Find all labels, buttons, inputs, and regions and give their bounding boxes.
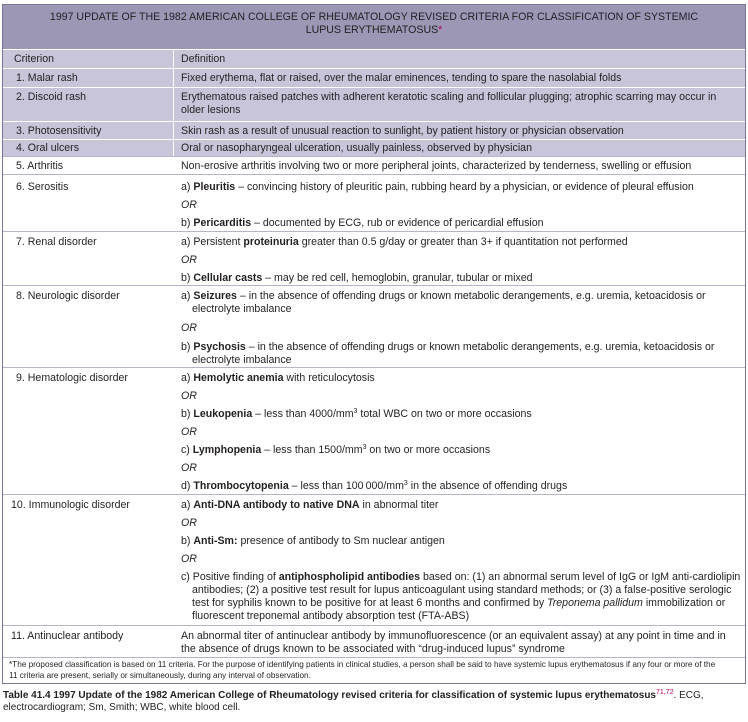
- criterion-cell: 11. Antinuclear antibody: [11, 630, 124, 642]
- item-text: – less than 1500/mm: [261, 444, 363, 456]
- or-separator: OR: [181, 254, 197, 266]
- item-prefix: b): [181, 272, 194, 284]
- criterion-cell: 6. Serositis: [16, 181, 69, 193]
- item-prefix: a) Persistent: [181, 236, 244, 248]
- table-row: [3, 625, 745, 657]
- definition-line: older lesions: [181, 104, 241, 116]
- table-row: [3, 87, 745, 121]
- table-row: [3, 285, 745, 367]
- definition-cell: Non-erosive arthritis involving two or more peripheral joints, characterized by tenderness, swelling or effusion: [181, 160, 692, 172]
- item-term: Hemolytic anemia: [193, 372, 284, 384]
- or-separator: OR: [181, 322, 197, 334]
- criterion-cell: 8. Neurologic disorder: [16, 290, 120, 302]
- criterion-cell: 4. Oral ulcers: [16, 142, 79, 154]
- item-term: Anti-DNA antibody to native DNA: [193, 499, 360, 511]
- definition-line: [181, 571, 740, 584]
- table-title-line2: LUPUS ERYTHEMATOSUS: [305, 24, 439, 36]
- definition-line: An abnormal titer of antinuclear antibody by immunofluorescence (or an equivalent assay) at any point in time and in: [181, 630, 726, 642]
- definition-cell: Skin rash as a result of unusual reaction to sunlight, by patient history or physician observation: [181, 125, 624, 137]
- superscript: 3: [353, 408, 358, 415]
- item-prefix: d): [181, 480, 194, 492]
- item-prefix: b): [181, 535, 194, 547]
- item-text: – convincing history of pleuritic pain, rubbing heard by a physician, or evidence of pleural effusion: [235, 181, 694, 193]
- item-prefix: a): [181, 372, 194, 384]
- table-row: [3, 68, 745, 87]
- item-text: total WBC on two or more occasions: [357, 408, 532, 420]
- criterion-cell: 7. Renal disorder: [16, 236, 97, 248]
- definition-line: [181, 372, 375, 385]
- item-prefix: c) Positive finding of: [181, 571, 279, 583]
- definition-line: [181, 236, 628, 249]
- definition-line: [181, 341, 714, 354]
- criterion-cell: 5. Arthritis: [16, 160, 64, 172]
- caption-text: electrocardiogram; Sm, Smith; WBC, white blood cell.: [3, 702, 241, 713]
- or-separator: OR: [181, 426, 197, 438]
- table-footnote: [3, 657, 745, 683]
- definition-line: [181, 272, 533, 285]
- criterion-cell: 10. Immunologic disorder: [11, 499, 130, 511]
- item-text: immobilization or: [642, 597, 726, 609]
- definition-line: the absence of drugs known to be associated with “drug-induced lupus” syndrome: [181, 643, 565, 655]
- or-separator: OR: [181, 553, 197, 565]
- or-separator: OR: [181, 199, 197, 211]
- superscript: 3: [362, 444, 367, 451]
- item-prefix: a): [181, 499, 194, 511]
- definition-cell: Fixed erythema, flat or raised, over the malar eminences, tending to spare the nasolabial folds: [181, 72, 622, 84]
- or-separator: OR: [181, 390, 197, 402]
- item-term: Psychosis: [193, 341, 246, 353]
- item-term: Anti-Sm:: [193, 535, 238, 547]
- item-prefix: b): [181, 217, 194, 229]
- item-text: in abnormal titer: [359, 499, 439, 511]
- item-term: antiphospholipid antibodies: [278, 571, 420, 583]
- item-term: Pleuritis: [193, 181, 236, 193]
- item-text: – documented by ECG, rub or evidence of pericardial effusion: [251, 217, 544, 229]
- table-title: [3, 5, 745, 49]
- table-row: [3, 156, 745, 174]
- item-term: Cellular casts: [193, 272, 263, 284]
- table-row: [3, 494, 745, 625]
- item-term: Seizures: [193, 290, 237, 302]
- definition-cell: [181, 630, 726, 656]
- definition-line: fluorescent treponemal antibody absorption test (FTA-ABS): [192, 610, 470, 622]
- criterion-cell: 1. Malar rash: [16, 72, 78, 84]
- item-term: Leukopenia: [193, 408, 253, 420]
- footnote-line: *The proposed classification is based on 11 criteria. For the purpose of identifying patients in clinical studies, a person shall be said to have systemic lupus erythematosus if any four or more of the: [9, 660, 716, 669]
- item-prefix: a): [181, 290, 194, 302]
- definition-line: electrolyte imbalance: [192, 354, 292, 366]
- table-row: [3, 231, 745, 285]
- definition-line: electrolyte imbalance: [192, 303, 292, 315]
- organism-name: Treponema pallidum: [547, 597, 643, 609]
- table-header-row: [3, 49, 745, 68]
- item-text: on two or more occasions: [366, 444, 491, 456]
- caption-title: Table 41.4 1997 Update of the 1982 American College of Rheumatology revised criteria for classification of systemic lupus erythematosus: [3, 690, 656, 701]
- table-row: [3, 367, 745, 494]
- definition-cell: [181, 91, 726, 117]
- definition-line: [181, 499, 438, 512]
- or-separator: OR: [181, 517, 197, 529]
- definition-line: [181, 535, 445, 548]
- definition-line: [181, 480, 567, 493]
- item-prefix: b): [181, 341, 194, 353]
- item-text: – less than 100 000/mm: [288, 480, 404, 492]
- definition-cell: Oral or nasopharyngeal ulceration, usually painless, observed by physician: [181, 142, 532, 154]
- definition-line: [181, 444, 490, 457]
- item-term: Pericarditis: [193, 217, 252, 229]
- caption-text: . ECG,: [673, 690, 704, 701]
- table-title-line1: 1997 UPDATE OF THE 1982 AMERICAN COLLEGE OF RHEUMATOLOGY REVISED CRITERIA FOR CLASSIFICATION OF SYSTEMIC: [49, 11, 699, 23]
- item-text: – less than 4000/mm: [252, 408, 354, 420]
- definition-line: [181, 290, 706, 303]
- superscript: 3: [403, 480, 408, 487]
- item-prefix: b): [181, 408, 194, 420]
- item-text: with reticulocytosis: [283, 372, 375, 384]
- item-term: Thrombocytopenia: [193, 480, 289, 492]
- item-term: Lymphopenia: [192, 444, 262, 456]
- definition-line: Erythematous raised patches with adherent keratotic scaling and follicular plugging; atrophic scarring may occur in: [181, 91, 717, 103]
- table-row: [3, 174, 745, 231]
- item-prefix: a): [181, 181, 194, 193]
- item-term: proteinuria: [243, 236, 299, 248]
- criterion-cell: 9. Hematologic disorder: [16, 372, 128, 384]
- definition-line: [181, 181, 694, 194]
- item-text: – in the absence of offending drugs or known metabolic derangements, e.g. uremia, ketoacidosis or: [245, 341, 715, 353]
- table-row: [3, 139, 745, 156]
- item-text: greater than 0.5 g/day or greater than 3+ if quantitation not performed: [298, 236, 628, 248]
- header-definition: Definition: [181, 53, 226, 65]
- table-caption: [3, 690, 743, 714]
- item-prefix: c): [181, 444, 193, 456]
- header-criterion: Criterion: [14, 53, 55, 65]
- definition-line: antibodies; (2) a positive test result for lupus anticoagulant using standard methods; or (3) a false-positive serologic: [192, 584, 732, 596]
- item-text: test for syphilis known to be positive for at least 6 months and confirmed by: [192, 597, 548, 609]
- definition-line: [181, 217, 544, 230]
- item-text: in the absence of offending drugs: [407, 480, 568, 492]
- item-text: – in the absence of offending drugs or known metabolic derangements, e.g. uremia, ketoacidosis or: [236, 290, 706, 302]
- or-separator: OR: [181, 462, 197, 474]
- criteria-table: [2, 4, 746, 684]
- caption-references[interactable]: 71,72: [656, 689, 674, 696]
- item-text: – may be red cell, hemoglobin, granular, tubular or mixed: [262, 272, 533, 284]
- footnote-line: 11 criteria are present, serially or simultaneously, during any interval of observation.: [9, 671, 311, 680]
- definition-line: [181, 408, 532, 421]
- definition-line: [192, 597, 725, 610]
- item-text: based on: (1) an abnormal serum level of IgG or IgM anti-cardiolipin: [420, 571, 741, 583]
- item-text: presence of antibody to Sm nuclear antigen: [237, 535, 445, 547]
- title-footnote-mark: *: [438, 24, 443, 36]
- criterion-cell: 2. Discoid rash: [16, 91, 87, 103]
- criterion-cell: 3. Photosensitivity: [16, 125, 102, 137]
- table-row: [3, 121, 745, 139]
